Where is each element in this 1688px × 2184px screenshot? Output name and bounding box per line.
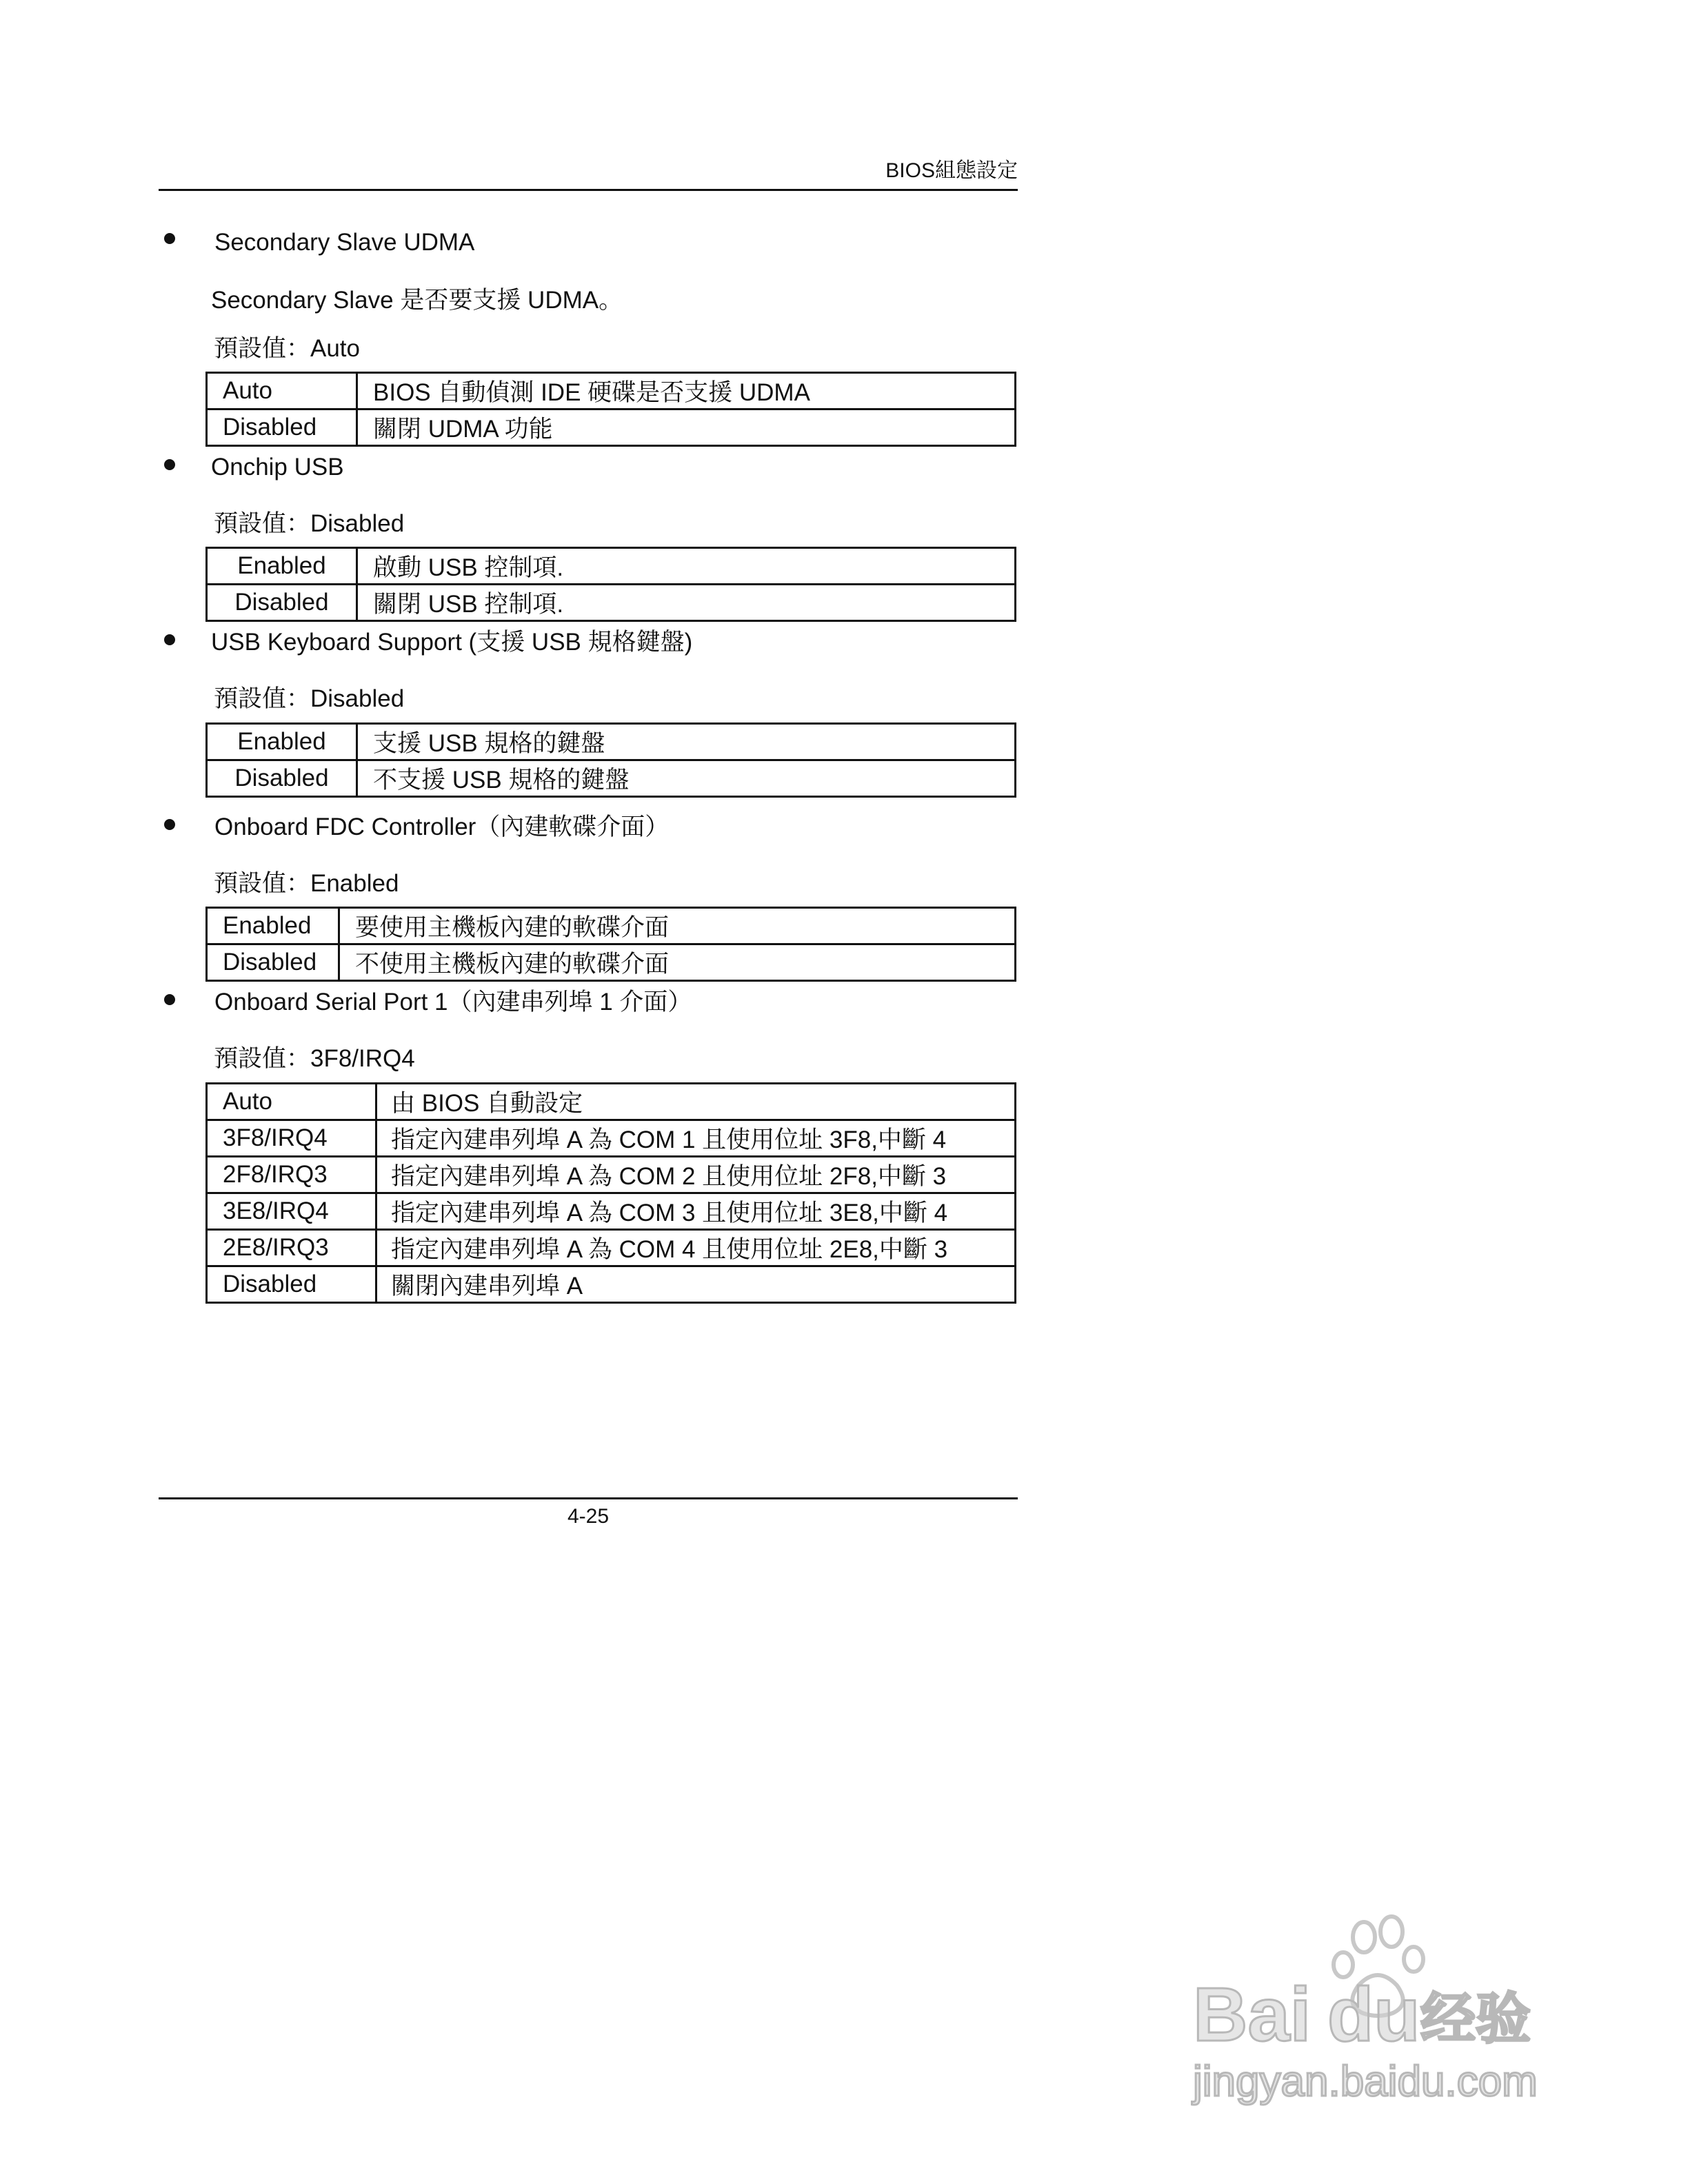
option-key: Disabled <box>207 585 357 621</box>
option-description: 要使用主機板內建的軟碟介面 <box>339 908 1016 944</box>
default-value: 預設值：Enabled <box>214 870 399 897</box>
default-value: 預設值：3F8/IRQ4 <box>214 1045 415 1072</box>
option-key: 2E8/IRQ3 <box>207 1230 376 1266</box>
default-value: 預設值：Auto <box>214 335 360 362</box>
option-description: 啟動 USB 控制項. <box>357 548 1016 585</box>
table-row <box>207 760 1016 797</box>
option-key: Auto <box>207 1084 376 1120</box>
table-row <box>207 1120 1016 1157</box>
option-description: BIOS 自動偵測 IDE 硬碟是否支援 UDMA <box>357 373 1016 410</box>
option-key: Enabled <box>207 908 339 944</box>
options-table <box>205 1082 1016 1304</box>
option-key: 3F8/IRQ4 <box>207 1120 376 1157</box>
option-description: 由 BIOS 自動設定 <box>376 1084 1016 1120</box>
option-key: Disabled <box>207 944 339 981</box>
footer-rule <box>159 1497 1018 1499</box>
default-value: 預設值：Disabled <box>214 510 405 537</box>
option-description: 不使用主機板內建的軟碟介面 <box>339 944 1016 981</box>
section-heading: Secondary Slave UDMA <box>214 229 475 256</box>
option-description: 指定內建串列埠 A 為 COM 4 且使用位址 2E8,中斷 3 <box>376 1230 1016 1266</box>
option-description: 關閉 UDMA 功能 <box>357 410 1016 446</box>
header-rule <box>159 189 1018 191</box>
option-key: 2F8/IRQ3 <box>207 1157 376 1193</box>
svg-text:Bai: Bai <box>1193 1972 1312 2057</box>
option-description: 指定內建串列埠 A 為 COM 3 且使用位址 3E8,中斷 4 <box>376 1193 1016 1230</box>
bullet-icon <box>164 819 175 830</box>
option-key: Disabled <box>207 1266 376 1303</box>
table-row <box>207 1230 1016 1266</box>
bullet-icon <box>164 233 175 244</box>
section-heading: Onchip USB <box>211 454 344 481</box>
bullet-icon <box>164 459 175 470</box>
option-description: 不支援 USB 規格的鍵盤 <box>357 760 1016 797</box>
table-row <box>207 585 1016 621</box>
table-row <box>207 548 1016 585</box>
option-key: Disabled <box>207 410 357 446</box>
options-table <box>205 722 1016 798</box>
running-header: BIOS組態設定 <box>885 159 1018 182</box>
option-description: 指定內建串列埠 A 為 COM 1 且使用位址 3F8,中斷 4 <box>376 1120 1016 1157</box>
table-row <box>207 908 1016 944</box>
table-row <box>207 1193 1016 1230</box>
option-key: Auto <box>207 373 357 410</box>
baidu-jingyan-watermark-logo <box>1186 1910 1572 2116</box>
table-row <box>207 1266 1016 1303</box>
option-description: 指定內建串列埠 A 為 COM 2 且使用位址 2F8,中斷 3 <box>376 1157 1016 1193</box>
bullet-icon <box>164 634 175 645</box>
table-row <box>207 373 1016 410</box>
option-description: 關閉內建串列埠 A <box>376 1266 1016 1303</box>
table-row <box>207 944 1016 981</box>
options-table <box>205 907 1016 982</box>
options-table <box>205 547 1016 622</box>
option-key: Enabled <box>207 724 357 760</box>
option-key: Disabled <box>207 760 357 797</box>
option-key: 3E8/IRQ4 <box>207 1193 376 1230</box>
table-row <box>207 724 1016 760</box>
section-description: Secondary Slave 是否要支援 UDMA。 <box>211 287 623 314</box>
table-row <box>207 410 1016 446</box>
option-description: 支援 USB 規格的鍵盤 <box>357 724 1016 760</box>
section-heading: Onboard FDC Controller（內建軟碟介面） <box>214 813 670 840</box>
section-heading: Onboard Serial Port 1（內建串列埠 1 介面） <box>214 989 692 1015</box>
table-row <box>207 1084 1016 1120</box>
svg-text:jingyan.baidu.com: jingyan.baidu.com <box>1193 2058 1538 2105</box>
svg-text:经验: 经验 <box>1420 1988 1531 2050</box>
option-key: Enabled <box>207 548 357 585</box>
option-description: 關閉 USB 控制項. <box>357 585 1016 621</box>
bullet-icon <box>164 994 175 1005</box>
page-number: 4-25 <box>567 1505 610 1528</box>
table-row <box>207 1157 1016 1193</box>
options-table <box>205 372 1016 447</box>
default-value: 預設值：Disabled <box>214 685 405 712</box>
section-heading: USB Keyboard Support (支援 USB 規格鍵盤) <box>211 629 693 656</box>
svg-text:du: du <box>1327 1972 1420 2057</box>
